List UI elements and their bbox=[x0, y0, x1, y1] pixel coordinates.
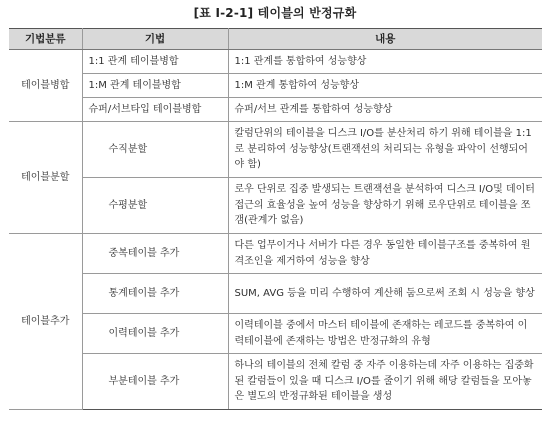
technique-cell: 수평분할 bbox=[82, 178, 228, 234]
header-row bbox=[9, 29, 542, 50]
denormalization-table bbox=[9, 28, 542, 410]
header-content: 내용 bbox=[228, 29, 542, 50]
table-row bbox=[9, 178, 542, 234]
table-row bbox=[9, 234, 542, 274]
content-cell: 하나의 테이블의 전체 칼럼 중 자주 이용하는데 자주 이용하는 집중화된 칼럼들이 있을 때 디스크 I/O를 줄이기 위해 해당 칼럼들을 모아놓은 별도의 반정규화된 테이블을 생성 bbox=[228, 354, 542, 410]
table-row bbox=[9, 274, 542, 314]
header-category: 기법분류 bbox=[9, 29, 82, 50]
technique-cell: 통계테이블 추가 bbox=[82, 274, 228, 314]
category-cell: 테이블병합 bbox=[9, 50, 82, 122]
table-row bbox=[9, 122, 542, 178]
table-row bbox=[9, 74, 542, 98]
table-row bbox=[9, 314, 542, 354]
table-row bbox=[9, 354, 542, 410]
technique-cell: 부분테이블 추가 bbox=[82, 354, 228, 410]
category-cell: 테이블분할 bbox=[9, 122, 82, 234]
content-cell: 로우 단위로 집중 발생되는 트랜잭션을 분석하여 디스크 I/O및 데이터접근의 효율성을 높여 성능을 향상하기 위해 로우단위로 테이블을 쪼갬(관계가 없음) bbox=[228, 178, 542, 234]
table-caption: [표 Ⅰ-2-1] 테이블의 반정규화 bbox=[193, 6, 357, 20]
table-row bbox=[9, 98, 542, 122]
technique-cell: 1:M 관계 테이블병합 bbox=[82, 74, 228, 98]
content-cell: 칼럼단위의 테이블을 디스크 I/O를 분산처리 하기 위해 테이블을 1:1로 분리하여 성능향상(트랜잭션의 처리되는 유형을 파악이 선행되어야 함) bbox=[228, 122, 542, 178]
technique-cell: 1:1 관계 테이블병합 bbox=[82, 50, 228, 74]
technique-cell: 중복테이블 추가 bbox=[82, 234, 228, 274]
table-row bbox=[9, 50, 542, 74]
content-cell: 다른 업무이거나 서버가 다른 경우 동일한 테이블구조를 중복하여 원격조인을 제거하여 성능을 향상 bbox=[228, 234, 542, 274]
content-cell: 1:M 관계 통합하여 성능향상 bbox=[228, 74, 542, 98]
content-cell: SUM, AVG 등을 미리 수행하여 계산해 둠으로써 조회 시 성능을 향상 bbox=[228, 274, 542, 314]
content-cell: 이력테이블 중에서 마스터 테이블에 존재하는 레코드를 중복하여 이력테이블에 존재하는 방법은 반정규화의 유형 bbox=[228, 314, 542, 354]
technique-cell: 슈퍼/서브타입 테이블병합 bbox=[82, 98, 228, 122]
header-technique: 기법 bbox=[82, 29, 228, 50]
technique-cell: 이력테이블 추가 bbox=[82, 314, 228, 354]
category-cell: 테이블추가 bbox=[9, 234, 82, 410]
content-cell: 슈퍼/서브 관계를 통합하여 성능향상 bbox=[228, 98, 542, 122]
technique-cell: 수직분할 bbox=[82, 122, 228, 178]
content-cell: 1:1 관계를 통합하여 성능향상 bbox=[228, 50, 542, 74]
